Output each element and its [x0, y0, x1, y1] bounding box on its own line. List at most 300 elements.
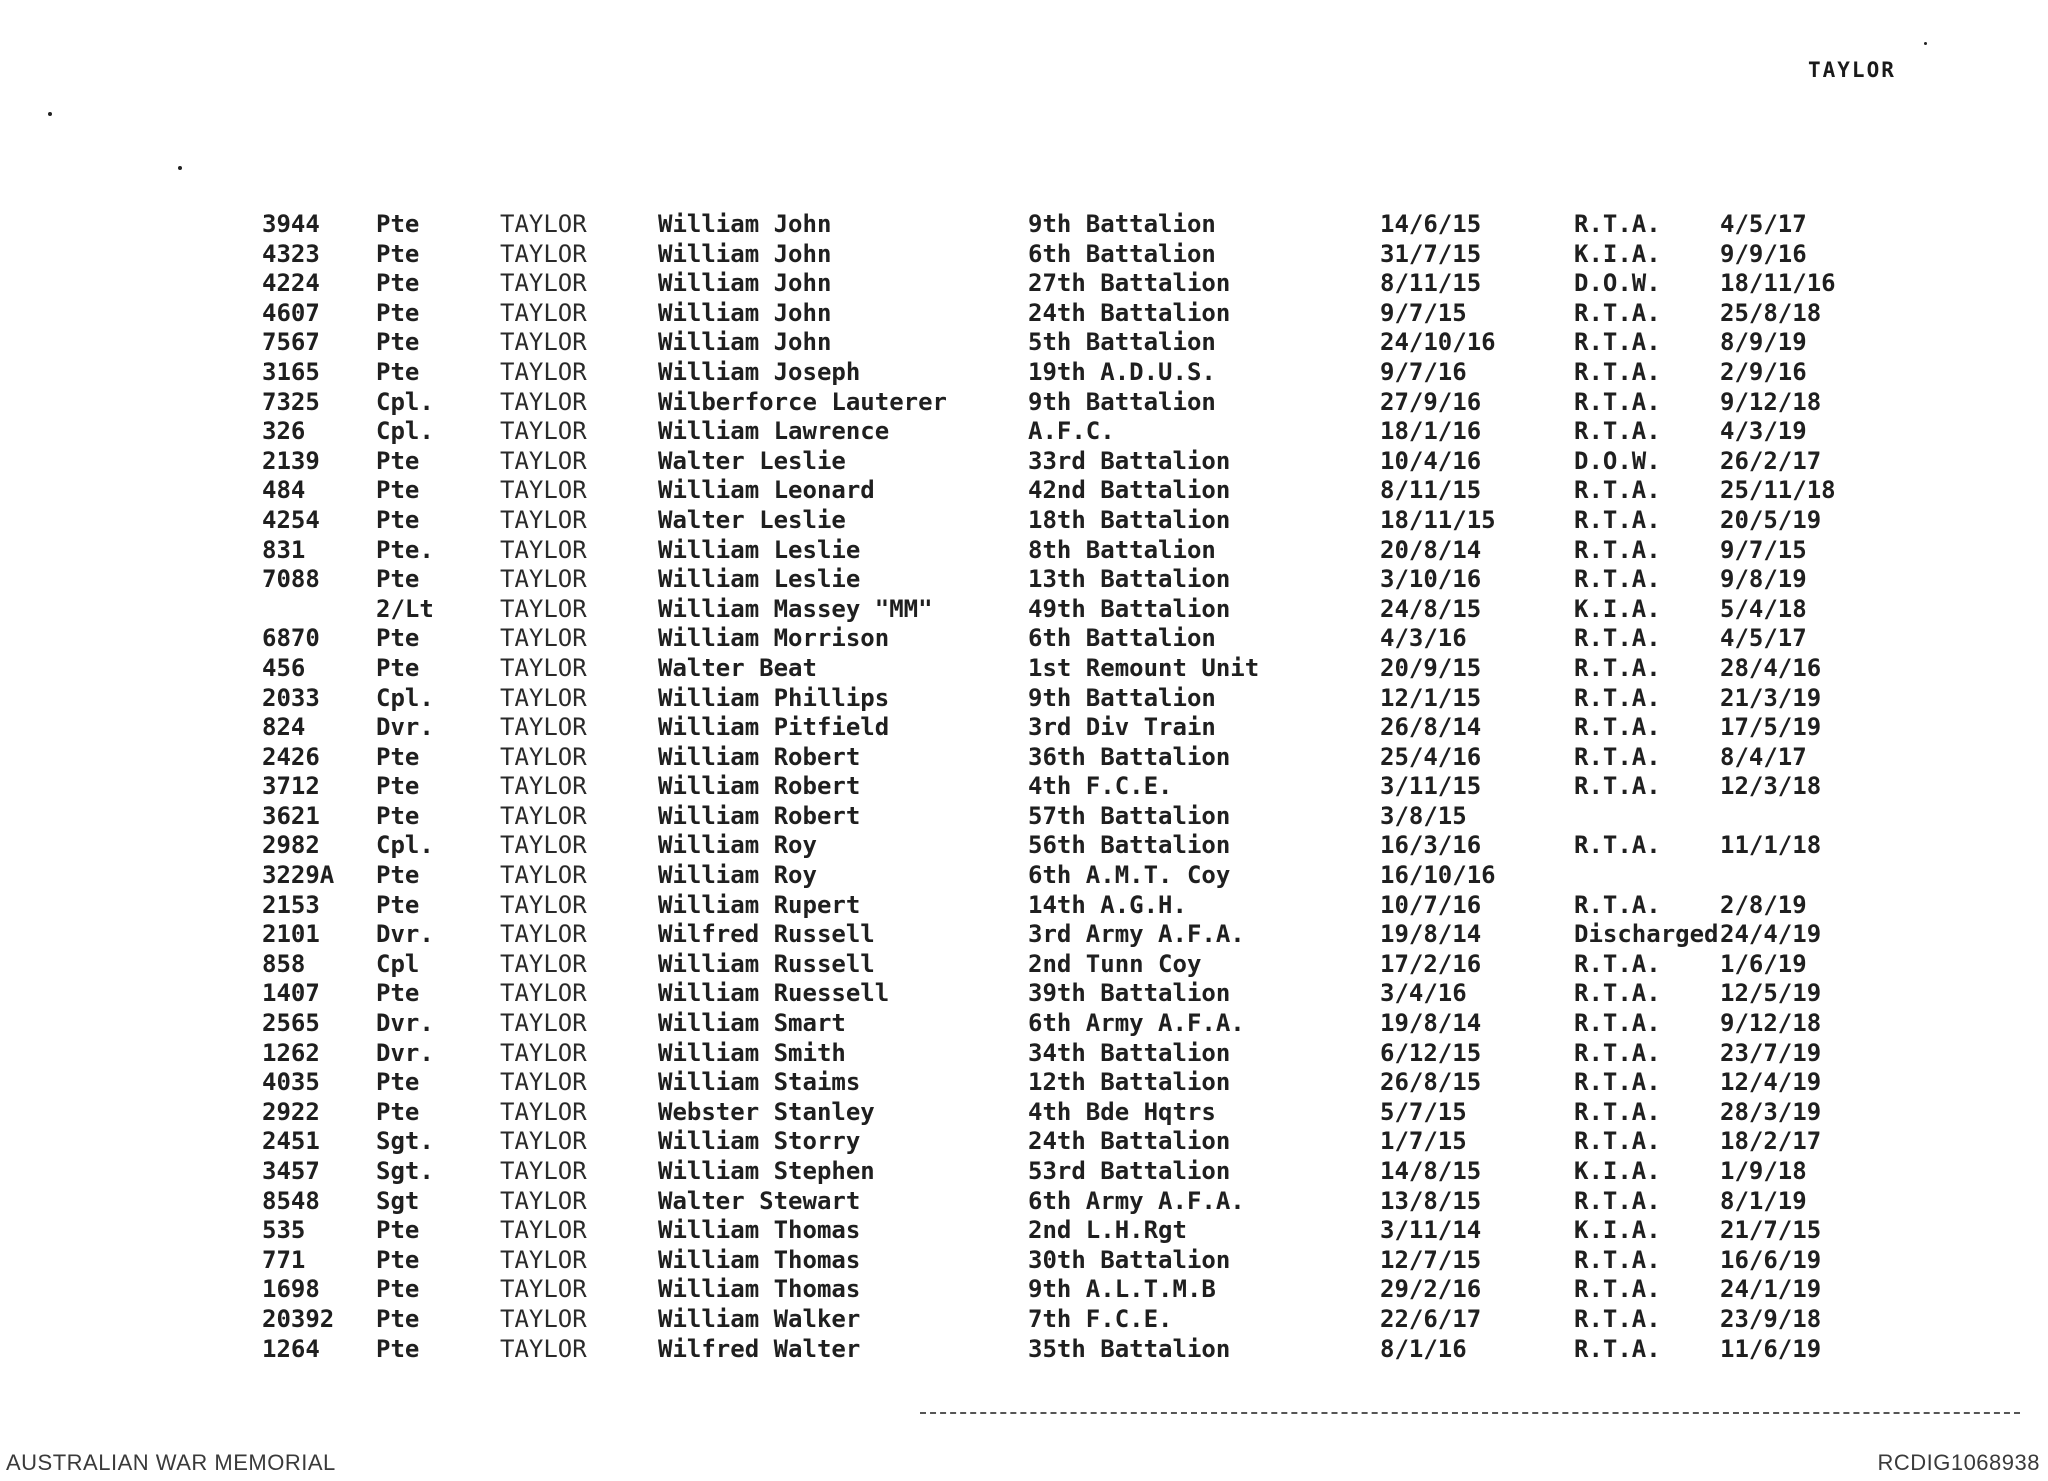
- given-names: Walter Stewart: [658, 1186, 861, 1215]
- table-row: [0, 654, 2048, 684]
- unit: 24th Battalion: [1028, 298, 1231, 327]
- given-names: William Smith: [658, 1038, 846, 1067]
- service-number: 2565: [262, 1009, 320, 1038]
- unit: 6th Army A.F.A.: [1028, 1186, 1245, 1215]
- service-number: 1264: [262, 1334, 320, 1363]
- rank: Pte: [376, 1216, 420, 1245]
- unit: 8th Battalion: [1028, 535, 1216, 564]
- rank: Pte: [376, 979, 420, 1008]
- enlistment-date: 19/8/14: [1380, 920, 1482, 949]
- fate: K.I.A.: [1574, 1157, 1661, 1185]
- service-number: 535: [262, 1216, 306, 1245]
- unit: 3rd Army A.F.A.: [1028, 920, 1245, 949]
- surname: TAYLOR: [500, 1304, 587, 1333]
- fate: R.T.A.: [1574, 1275, 1661, 1304]
- fate-date: 26/2/17: [1720, 446, 1822, 475]
- enlistment-date: 12/7/15: [1380, 1245, 1482, 1274]
- service-number: 858: [262, 949, 306, 978]
- rank: Sgt.: [376, 1127, 434, 1156]
- enlistment-date: 18/11/15: [1380, 505, 1496, 534]
- rank: Cpl.: [376, 417, 434, 446]
- unit: 4th F.C.E.: [1028, 772, 1173, 801]
- footer-institution: AUSTRALIAN WAR MEMORIAL: [6, 1450, 336, 1475]
- unit: 30th Battalion: [1028, 1245, 1231, 1274]
- given-names: William Phillips: [658, 683, 890, 712]
- table-row: [0, 565, 2048, 595]
- rank: Pte: [376, 476, 420, 505]
- surname: TAYLOR: [500, 239, 587, 268]
- unit: 6th Battalion: [1028, 239, 1216, 268]
- surname: TAYLOR: [500, 831, 587, 860]
- fate-date: 11/1/18: [1720, 831, 1822, 860]
- service-number: 4035: [262, 1068, 320, 1097]
- surname: TAYLOR: [500, 476, 587, 505]
- unit: 49th Battalion: [1028, 594, 1231, 623]
- enlistment-date: 3/11/15: [1380, 772, 1482, 801]
- surname: TAYLOR: [500, 1038, 587, 1067]
- service-number: 1407: [262, 979, 320, 1008]
- enlistment-date: 8/1/16: [1380, 1334, 1467, 1363]
- rank: Sgt.: [376, 1157, 434, 1185]
- surname: TAYLOR: [500, 1275, 587, 1304]
- surname: TAYLOR: [500, 920, 587, 949]
- rank: Pte: [376, 298, 420, 327]
- unit: 13th Battalion: [1028, 565, 1231, 594]
- given-names: William John: [658, 298, 832, 327]
- service-number: 824: [262, 713, 306, 742]
- service-number: 3621: [262, 801, 320, 830]
- fate: R.T.A.: [1574, 357, 1661, 386]
- surname: TAYLOR: [500, 565, 587, 594]
- table-row: [0, 240, 2048, 270]
- service-number: 3712: [262, 772, 320, 801]
- rank: Pte: [376, 1245, 420, 1274]
- fate-date: 23/7/19: [1720, 1038, 1822, 1067]
- unit: 56th Battalion: [1028, 831, 1231, 860]
- surname: TAYLOR: [500, 979, 587, 1008]
- service-number: 2139: [262, 446, 320, 475]
- table-row: [0, 713, 2048, 743]
- rank: Dvr.: [376, 920, 434, 949]
- service-number: 2101: [262, 920, 320, 949]
- nominal-roll-table: [0, 210, 2048, 1364]
- unit: 36th Battalion: [1028, 742, 1231, 771]
- page-heading: TAYLOR: [1808, 58, 1896, 82]
- fate: R.T.A.: [1574, 1009, 1661, 1038]
- fate: R.T.A.: [1574, 1304, 1661, 1333]
- surname: TAYLOR: [500, 328, 587, 357]
- enlistment-date: 17/2/16: [1380, 949, 1482, 978]
- fate: R.T.A.: [1574, 772, 1661, 801]
- given-names: William Robert: [658, 772, 861, 801]
- enlistment-date: 3/8/15: [1380, 801, 1467, 830]
- service-number: 484: [262, 476, 306, 505]
- given-names: Wilfred Russell: [658, 920, 875, 949]
- table-row: [0, 1246, 2048, 1276]
- fate: R.T.A.: [1574, 624, 1661, 653]
- enlistment-date: 29/2/16: [1380, 1275, 1482, 1304]
- fate: K.I.A.: [1574, 239, 1661, 268]
- table-row: [0, 358, 2048, 388]
- given-names: William Lawrence: [658, 417, 890, 446]
- enlistment-date: 9/7/15: [1380, 298, 1467, 327]
- fate-date: 8/1/19: [1720, 1186, 1807, 1215]
- rank: Pte: [376, 772, 420, 801]
- unit: 6th A.M.T. Coy: [1028, 861, 1231, 890]
- enlistment-date: 20/8/14: [1380, 535, 1482, 564]
- rank: Pte: [376, 565, 420, 594]
- unit: 6th Army A.F.A.: [1028, 1009, 1245, 1038]
- unit: 24th Battalion: [1028, 1127, 1231, 1156]
- service-number: 3944: [262, 210, 320, 238]
- rank: Pte: [376, 1097, 420, 1126]
- unit: 27th Battalion: [1028, 269, 1231, 298]
- fate: R.T.A.: [1574, 1245, 1661, 1274]
- enlistment-date: 26/8/15: [1380, 1068, 1482, 1097]
- fate-date: 12/4/19: [1720, 1068, 1822, 1097]
- service-number: 831: [262, 535, 306, 564]
- unit: 53rd Battalion: [1028, 1157, 1231, 1185]
- surname: TAYLOR: [500, 1186, 587, 1215]
- fate: R.T.A.: [1574, 713, 1661, 742]
- service-number: 3165: [262, 357, 320, 386]
- given-names: William Joseph: [658, 357, 861, 386]
- enlistment-date: 3/4/16: [1380, 979, 1467, 1008]
- rank: Pte: [376, 1334, 420, 1363]
- given-names: William Massey "MM": [658, 594, 933, 623]
- rank: 2/Lt: [376, 594, 434, 623]
- fate-date: 9/9/16: [1720, 239, 1807, 268]
- given-names: Walter Leslie: [658, 446, 846, 475]
- table-row: [0, 476, 2048, 506]
- table-row: [0, 802, 2048, 832]
- fate-date: 4/5/17: [1720, 624, 1807, 653]
- service-number: 7567: [262, 328, 320, 357]
- service-number: 2451: [262, 1127, 320, 1156]
- table-row: [0, 831, 2048, 861]
- table-row: [0, 1187, 2048, 1217]
- service-number: 4224: [262, 269, 320, 298]
- surname: TAYLOR: [500, 269, 587, 298]
- surname: TAYLOR: [500, 210, 587, 238]
- surname: TAYLOR: [500, 1127, 587, 1156]
- given-names: Webster Stanley: [658, 1097, 875, 1126]
- enlistment-date: 14/6/15: [1380, 210, 1482, 238]
- fate: R.T.A.: [1574, 1068, 1661, 1097]
- service-number: 3457: [262, 1157, 320, 1185]
- unit: 3rd Div Train: [1028, 713, 1216, 742]
- table-row: [0, 624, 2048, 654]
- table-row: [0, 536, 2048, 566]
- surname: TAYLOR: [500, 1334, 587, 1363]
- given-names: Wilfred Walter: [658, 1334, 861, 1363]
- table-row: [0, 1039, 2048, 1069]
- unit: 42nd Battalion: [1028, 476, 1231, 505]
- rank: Pte: [376, 801, 420, 830]
- table-row: [0, 891, 2048, 921]
- table-row: [0, 269, 2048, 299]
- fate-date: 8/4/17: [1720, 742, 1807, 771]
- table-row: [0, 506, 2048, 536]
- ink-speck: [178, 166, 182, 170]
- rank: Pte: [376, 328, 420, 357]
- enlistment-date: 26/8/14: [1380, 713, 1482, 742]
- fate-date: 25/11/18: [1720, 476, 1836, 505]
- surname: TAYLOR: [500, 1068, 587, 1097]
- enlistment-date: 18/1/16: [1380, 417, 1482, 446]
- service-number: 3229A: [262, 861, 335, 890]
- service-number: 1698: [262, 1275, 320, 1304]
- service-number: 4607: [262, 298, 320, 327]
- fate-date: 4/5/17: [1720, 210, 1807, 238]
- enlistment-date: 24/8/15: [1380, 594, 1482, 623]
- surname: TAYLOR: [500, 890, 587, 919]
- enlistment-date: 10/7/16: [1380, 890, 1482, 919]
- unit: 9th Battalion: [1028, 387, 1216, 416]
- fate: R.T.A.: [1574, 210, 1661, 238]
- fate-date: 11/6/19: [1720, 1334, 1822, 1363]
- unit: A.F.C.: [1028, 417, 1115, 446]
- rank: Pte: [376, 1068, 420, 1097]
- rank: Cpl.: [376, 387, 434, 416]
- unit: 2nd L.H.Rgt: [1028, 1216, 1187, 1245]
- enlistment-date: 12/1/15: [1380, 683, 1482, 712]
- enlistment-date: 5/7/15: [1380, 1097, 1467, 1126]
- ink-speck: [1924, 42, 1927, 45]
- unit: 2nd Tunn Coy: [1028, 949, 1202, 978]
- table-row: [0, 1157, 2048, 1187]
- fate-date: 8/9/19: [1720, 328, 1807, 357]
- fate-date: 28/3/19: [1720, 1097, 1822, 1126]
- enlistment-date: 27/9/16: [1380, 387, 1482, 416]
- unit: 19th A.D.U.S.: [1028, 357, 1216, 386]
- rank: Pte: [376, 210, 420, 238]
- enlistment-date: 6/12/15: [1380, 1038, 1482, 1067]
- fate: R.T.A.: [1574, 742, 1661, 771]
- table-row: [0, 388, 2048, 418]
- service-number: 2033: [262, 683, 320, 712]
- fate: Discharged: [1574, 920, 1719, 949]
- given-names: Wilberforce Lauterer: [658, 387, 947, 416]
- fate-date: 9/8/19: [1720, 565, 1807, 594]
- unit: 18th Battalion: [1028, 505, 1231, 534]
- service-number: 771: [262, 1245, 306, 1274]
- surname: TAYLOR: [500, 1245, 587, 1274]
- table-row: [0, 417, 2048, 447]
- given-names: William Storry: [658, 1127, 861, 1156]
- fate-date: 12/5/19: [1720, 979, 1822, 1008]
- rank: Pte.: [376, 535, 434, 564]
- enlistment-date: 10/4/16: [1380, 446, 1482, 475]
- fate: R.T.A.: [1574, 1334, 1661, 1363]
- given-names: William Robert: [658, 801, 861, 830]
- rank: Pte: [376, 505, 420, 534]
- surname: TAYLOR: [500, 357, 587, 386]
- enlistment-date: 8/11/15: [1380, 476, 1482, 505]
- fate: R.T.A.: [1574, 328, 1661, 357]
- given-names: William John: [658, 328, 832, 357]
- fate-date: 24/1/19: [1720, 1275, 1822, 1304]
- table-row: [0, 1335, 2048, 1365]
- table-row: [0, 950, 2048, 980]
- fate-date: 23/9/18: [1720, 1304, 1822, 1333]
- surname: TAYLOR: [500, 624, 587, 653]
- footer-record-id: RCDIG1068938: [1877, 1450, 2040, 1475]
- unit: 9th Battalion: [1028, 683, 1216, 712]
- enlistment-date: 31/7/15: [1380, 239, 1482, 268]
- fate: D.O.W.: [1574, 269, 1661, 298]
- fate-date: 2/9/16: [1720, 357, 1807, 386]
- fate-date: 1/6/19: [1720, 949, 1807, 978]
- service-number: 7088: [262, 565, 320, 594]
- fate: K.I.A.: [1574, 1216, 1661, 1245]
- surname: TAYLOR: [500, 861, 587, 890]
- fate: R.T.A.: [1574, 1186, 1661, 1215]
- rank: Pte: [376, 269, 420, 298]
- enlistment-date: 1/7/15: [1380, 1127, 1467, 1156]
- enlistment-date: 16/3/16: [1380, 831, 1482, 860]
- table-row: [0, 595, 2048, 625]
- enlistment-date: 3/10/16: [1380, 565, 1482, 594]
- unit: 14th A.G.H.: [1028, 890, 1187, 919]
- unit: 1st Remount Unit: [1028, 653, 1260, 682]
- rank: Sgt: [376, 1186, 420, 1215]
- given-names: William Leslie: [658, 565, 861, 594]
- rank: Pte: [376, 1304, 420, 1333]
- table-row: [0, 210, 2048, 240]
- fate-date: 25/8/18: [1720, 298, 1822, 327]
- table-row: [0, 861, 2048, 891]
- surname: TAYLOR: [500, 772, 587, 801]
- rank: Pte: [376, 357, 420, 386]
- fate: R.T.A.: [1574, 683, 1661, 712]
- fate-date: 20/5/19: [1720, 505, 1822, 534]
- surname: TAYLOR: [500, 949, 587, 978]
- surname: TAYLOR: [500, 683, 587, 712]
- given-names: William Thomas: [658, 1245, 861, 1274]
- service-number: 8548: [262, 1186, 320, 1215]
- given-names: William Russell: [658, 949, 875, 978]
- table-row: [0, 447, 2048, 477]
- fate: R.T.A.: [1574, 476, 1661, 505]
- given-names: William Morrison: [658, 624, 890, 653]
- enlistment-date: 16/10/16: [1380, 861, 1496, 890]
- given-names: William Rupert: [658, 890, 861, 919]
- fate-date: 12/3/18: [1720, 772, 1822, 801]
- rank: Pte: [376, 653, 420, 682]
- fate: R.T.A.: [1574, 565, 1661, 594]
- given-names: William Thomas: [658, 1216, 861, 1245]
- service-number: 4254: [262, 505, 320, 534]
- rank: Pte: [376, 446, 420, 475]
- enlistment-date: 9/7/16: [1380, 357, 1467, 386]
- fate-date: 5/4/18: [1720, 594, 1807, 623]
- enlistment-date: 24/10/16: [1380, 328, 1496, 357]
- given-names: William Roy: [658, 861, 817, 890]
- rank: Pte: [376, 890, 420, 919]
- unit: 9th A.L.T.M.B: [1028, 1275, 1216, 1304]
- fate-date: 18/11/16: [1720, 269, 1836, 298]
- fate-date: 21/3/19: [1720, 683, 1822, 712]
- fate: R.T.A.: [1574, 653, 1661, 682]
- surname: TAYLOR: [500, 505, 587, 534]
- given-names: William John: [658, 239, 832, 268]
- enlistment-date: 22/6/17: [1380, 1304, 1482, 1333]
- surname: TAYLOR: [500, 653, 587, 682]
- unit: 6th Battalion: [1028, 624, 1216, 653]
- fate-date: 24/4/19: [1720, 920, 1822, 949]
- given-names: Walter Leslie: [658, 505, 846, 534]
- rank: Pte: [376, 624, 420, 653]
- surname: TAYLOR: [500, 1216, 587, 1245]
- service-number: 2982: [262, 831, 320, 860]
- fate: R.T.A.: [1574, 949, 1661, 978]
- fate-date: 18/2/17: [1720, 1127, 1822, 1156]
- table-row: [0, 979, 2048, 1009]
- rank: Dvr.: [376, 713, 434, 742]
- fate: D.O.W.: [1574, 446, 1661, 475]
- fate-date: 21/7/15: [1720, 1216, 1822, 1245]
- surname: TAYLOR: [500, 594, 587, 623]
- table-row: [0, 1216, 2048, 1246]
- table-row: [0, 328, 2048, 358]
- ink-speck: [48, 112, 52, 116]
- unit: 33rd Battalion: [1028, 446, 1231, 475]
- fate: R.T.A.: [1574, 1097, 1661, 1126]
- table-row: [0, 684, 2048, 714]
- surname: TAYLOR: [500, 387, 587, 416]
- unit: 39th Battalion: [1028, 979, 1231, 1008]
- fate-date: 16/6/19: [1720, 1245, 1822, 1274]
- enlistment-date: 13/8/15: [1380, 1186, 1482, 1215]
- rank: Dvr.: [376, 1009, 434, 1038]
- given-names: William Thomas: [658, 1275, 861, 1304]
- enlistment-date: 14/8/15: [1380, 1157, 1482, 1185]
- surname: TAYLOR: [500, 1009, 587, 1038]
- unit: 9th Battalion: [1028, 210, 1216, 238]
- fate-date: 2/8/19: [1720, 890, 1807, 919]
- surname: TAYLOR: [500, 1157, 587, 1185]
- given-names: William Roy: [658, 831, 817, 860]
- given-names: William Ruessell: [658, 979, 890, 1008]
- enlistment-date: 8/11/15: [1380, 269, 1482, 298]
- fate: R.T.A.: [1574, 1127, 1661, 1156]
- rank: Pte: [376, 239, 420, 268]
- given-names: William John: [658, 269, 832, 298]
- fate-date: 9/12/18: [1720, 1009, 1822, 1038]
- table-row: [0, 1127, 2048, 1157]
- table-row: [0, 920, 2048, 950]
- fate-date: 9/12/18: [1720, 387, 1822, 416]
- rank: Pte: [376, 861, 420, 890]
- table-row: [0, 743, 2048, 773]
- enlistment-date: 19/8/14: [1380, 1009, 1482, 1038]
- given-names: William Walker: [658, 1304, 861, 1333]
- enlistment-date: 4/3/16: [1380, 624, 1467, 653]
- enlistment-date: 25/4/16: [1380, 742, 1482, 771]
- service-number: 2153: [262, 890, 320, 919]
- service-number: 456: [262, 653, 306, 682]
- table-row: [0, 772, 2048, 802]
- table-row: [0, 1068, 2048, 1098]
- table-row: [0, 1009, 2048, 1039]
- fate-date: 28/4/16: [1720, 653, 1822, 682]
- surname: TAYLOR: [500, 1097, 587, 1126]
- fate-date: 4/3/19: [1720, 417, 1807, 446]
- service-number: 2426: [262, 742, 320, 771]
- surname: TAYLOR: [500, 535, 587, 564]
- fate-date: 9/7/15: [1720, 535, 1807, 564]
